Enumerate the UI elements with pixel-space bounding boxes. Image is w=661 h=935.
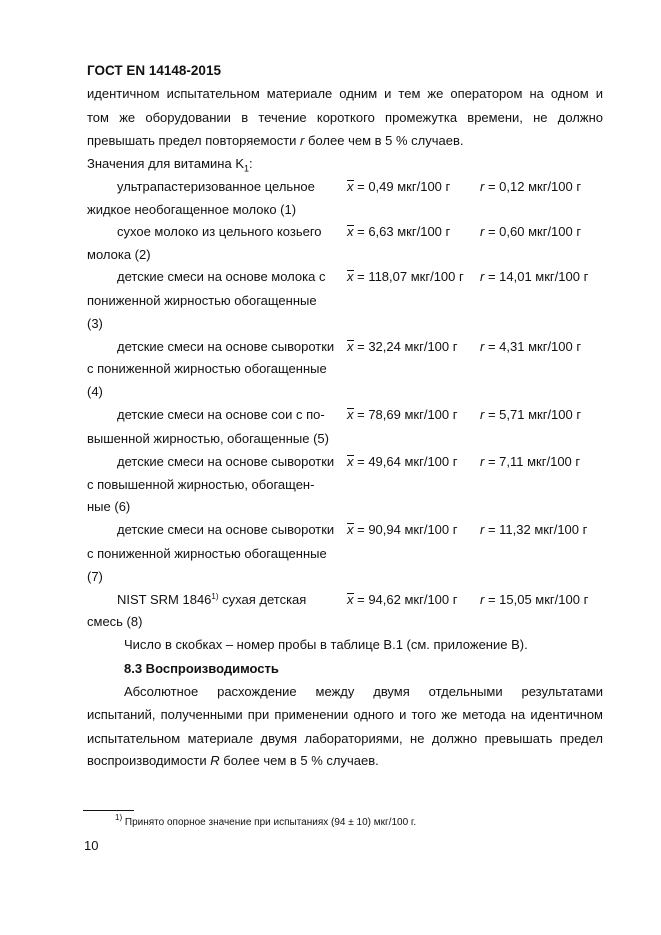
mean-value: x = 118,07 мкг/100 г	[347, 269, 464, 284]
sample-name: NIST SRM 1846$^{1)}$ сухая детская	[117, 592, 307, 607]
sample-name: детские смеси на основе сыворотки	[117, 522, 335, 537]
sample-name-cont: (3)	[87, 316, 103, 331]
sample-name-cont: (4)	[87, 384, 103, 399]
paragraph-line: превышать предел повторяемости r более чем в 5 % случаев.	[87, 133, 464, 148]
repeatability-value: r = 4,31 мкг/100 г	[480, 339, 582, 354]
paragraph-line: воспроизводимости R более чем в 5 % случаев.	[87, 753, 379, 768]
sample-name: детские смеси на основе сыворотки	[117, 339, 335, 354]
paragraph-line: том же оборудовании в течение короткого промежутка времени, не должно	[87, 110, 603, 125]
repeatability-value: r = 7,11 мкг/100 г	[480, 454, 581, 469]
footnote-separator	[83, 810, 134, 811]
repeatability-value: r = 5,71 мкг/100 г	[480, 407, 582, 422]
mean-value: x = 94,62 мкг/100 г	[347, 592, 458, 607]
sample-name: детские смеси на основе сыворотки	[117, 454, 335, 469]
sample-name-cont: (7)	[87, 569, 103, 584]
footnote: $^{1)}$ Принято опорное значение при испытаниях (94 ± 10) мкг/100 г.	[115, 813, 417, 828]
section-title: 8.3 Воспроизводимость	[124, 661, 279, 676]
mean-value: x = 32,24 мкг/100 г	[347, 339, 458, 354]
mean-value: x = 49,64 мкг/100 г	[347, 454, 458, 469]
sample-name: сухое молоко из цельного козьего	[117, 224, 322, 239]
repeatability-value: r = 11,32 мкг/100 г	[480, 522, 588, 537]
repeatability-value: r = 0,60 мкг/100 г	[480, 224, 582, 239]
paragraph-line: испытаний, полученными при применении одного и того же метода на идентичном	[87, 707, 603, 722]
sample-name-cont: с пониженной жирностью обогащенные	[87, 546, 327, 561]
sample-name: детские смеси на основе сои с по-	[117, 407, 325, 422]
mean-value: x = 6,63 мкг/100 г	[347, 224, 451, 239]
sample-name-cont: с повышенной жирностью, обогащен-	[87, 477, 315, 492]
paragraph-line: Абсолютное расхождение между двумя отдельными результатами	[124, 684, 603, 699]
paragraph-line: идентичном испытательном материале одним и тем же оператором на одном и	[87, 86, 603, 101]
repeatability-value: r = 15,05 мкг/100 г	[480, 592, 589, 607]
sample-name-cont: с пониженной жирностью обогащенные	[87, 361, 327, 376]
sample-name-cont: смесь (8)	[87, 614, 143, 629]
sample-name-cont: жидкое необогащенное молоко (1)	[87, 202, 297, 217]
sample-name-cont: ные (6)	[87, 499, 131, 514]
sample-name: детские смеси на основе молока с	[117, 269, 326, 284]
sample-name-cont: молока (2)	[87, 247, 151, 262]
paragraph-line: испытательном материале двумя лабораториями, не должно превышать предел	[87, 731, 603, 746]
repeatability-value: r = 0,12 мкг/100 г	[480, 179, 582, 194]
table-note: Число в скобках – номер пробы в таблице B.1 (см. приложение B).	[124, 637, 528, 652]
mean-value: x = 0,49 мкг/100 г	[347, 179, 451, 194]
repeatability-value: r = 14,01 мкг/100 г	[480, 269, 589, 284]
sample-name-cont: пониженной жирностью обогащенные	[87, 293, 317, 308]
mean-value: x = 90,94 мкг/100 г	[347, 522, 458, 537]
sample-name: ультрапастеризованное цельное	[117, 179, 315, 194]
sample-name-cont: вышенной жирностью, обогащенные (5)	[87, 431, 329, 446]
document-header: ГОСТ EN 14148-2015	[87, 63, 221, 78]
mean-value: x = 78,69 мкг/100 г	[347, 407, 458, 422]
page-number: 10	[84, 838, 99, 853]
vitamin-heading: Значения для витамина $K_1$:	[87, 156, 253, 174]
